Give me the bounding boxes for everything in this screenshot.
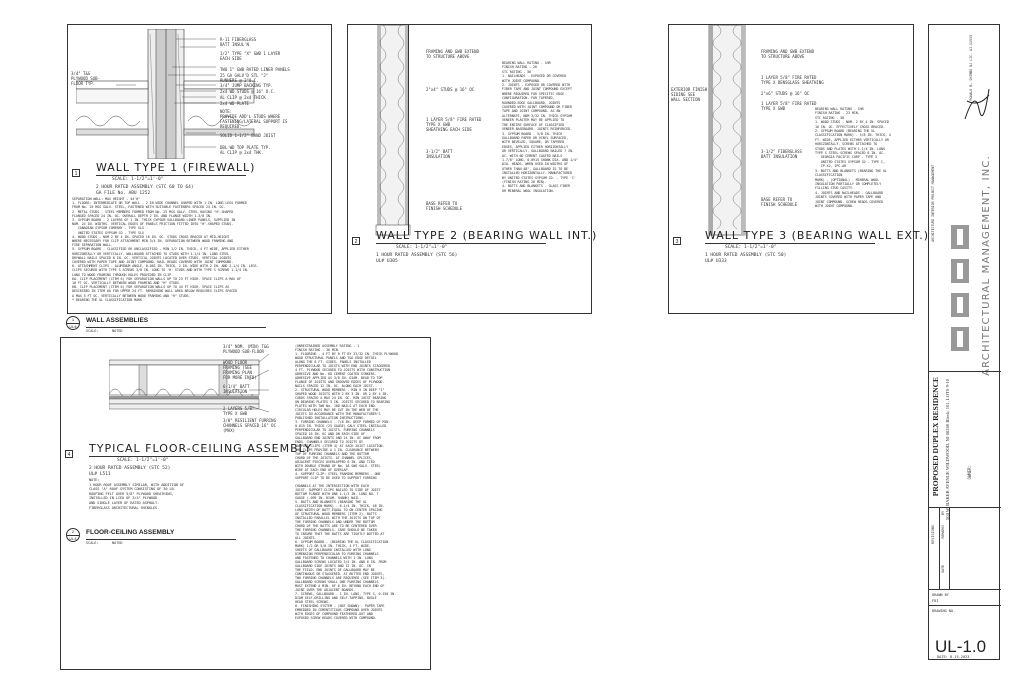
wall1-callout-2: TWO 1" GWB RATED LINER PANELS: [220, 67, 290, 72]
drawn-by-value: FDI: [932, 599, 939, 603]
floor-callout-0: 3/4" NOM. (MIN) T&G PLYWOOD SUB-FLOOR: [223, 344, 269, 354]
wall1-notes: SEPARATION WALL: MAX HEIGHT - 44'0" 1. FLOORS: INTERMEDIATE OR TOP WALL - 2 IN WIDE CHANNEL SHAPED WITH 1 IN. LONG LEGS FORMED FROM No. 25 MSG GALV. STEEL, FASTENED WITH SUITABLE FASTENERS SPACED 24 IN. OC. 2. METAL STUDS - STEEL MEMBERS FORMED FROM No. 25 MSG GALV. STEEL HAVING "H"-SHAPED FLANGED SPACED 24 IN. OC. OVERALL DEPTH 2 IN. AND FLANGE WIDTH 1-3/8 IN. 3. GYPSUM BOARD - 2 LAYERS OF 1 IN. THICK GYPSUM GALLBOARD LINER PANELS, SUPPLIED IN NOM. 24 IN. WIDTHS. VERTICAL EDGES OF PANELS FRICTION FITTED INTO "H"-SHAPED STUDS. CANADIAN GYPSUM COMPANY - TYPE SLX UNITED STATES GYPSUM CO - TYPE SLX 4. WOOD STUDS - NOM 2 BY 4 IN. SPACED 16 IN. OC. STUDS CROSS BRACED AT MID-HEIGHT WHERE NECESSARY FOR CLIP ATTACHMENT MIN 3/4 IN. SEPARATION BETWEEN WOOD FRAMING AND FIRE SEPARATION WALL. 5. GYPSUM BOARD - CLASSIFIED OR UNCLASSIFIED - MIN 1/2 IN. THICK, 4 FT WIDE, APPLIED EITHER HORIZONTALLY OR VERTICALLY. WALLBOARD ATTACHED TO STUDS WITH 1-1/4 IN. LONG STEEL DRYWALL NAILS SPACED 8 IN. OC. VERTICAL JOINTS LOCATED OVER STUDS. VERTICAL JOINTS COVERED WITH PAPER TAPE AND JOINT COMPOUND. NAIL HEADS COVERED WITH JOINT COMPOUND. 6. ATTACHMENT CLIPS - ALUMINUM ANGLE, 0.063 IN. THICK, 2 IN. WIDE WITH 2 IN. AND 2-1/4 IN. LEGS. CLIPS SECURED WITH TYPE S SCREWS 3/8 IN. LONG TO 'H' STUDS AND WITH TYPE S SCREWS 1-1/4 IN. LONG TO WOOD FRAMING THROUGH HOLES PROVIDED IN CLIP. 6A. CLIP PLACEMENT (ITEM 6) FOR SEPARATION WALLS UP TO 23 FT HIGH. SPACE CLIPS A MAX OF 10 FT OC. VERTICALLY BETWEEN WOOD FRAMING AND "H" STUDS. 6B. CLIP PLACEMENT (ITEM 6) FOR SEPARATION WALLS UP TO 44 FT HIGH. SPACE CLIPS AS DESCRIBED IN ITEM 6A FOR UPPER 24 FT. REMAINING WALL AREA BELOW REQUIRES CLIPS SPACED A MAX 5 FT OC. VERTICALLY BETWEEN WOOD FRAMING AND "H" STUDS. * BEARING THE UL CLASSIFICATION MARK: [72, 197, 259, 302]
firm-logo: [947, 221, 975, 367]
wall2-callout-1: 2"x4" STUDS @ 16" OC: [426, 87, 475, 92]
wall1-scale: SCALE: 1-1/2"=1'-0": [112, 177, 164, 182]
panel-wall-type-1: [67, 24, 332, 314]
floor-callout-1: WOOD FLOOR FRAMING (SEE FRAMING PLAN FOR MORE INFO): [223, 360, 257, 380]
signature-seal: [959, 71, 997, 131]
sheet-number: UL-1.0: [935, 637, 987, 656]
drawn-by-label: DRAWN BY: [932, 593, 949, 597]
wall3-title: WALL TYPE 3 (BEARING WALL EXT.): [705, 229, 930, 242]
firm-name: ARCHITECTURAL MANAGEMENT, INC.: [981, 155, 992, 376]
wall3-callout-6: BASE REFER TO FINISH SCHEDULE: [761, 197, 798, 207]
wall-type-1-section-drawing: [76, 29, 286, 159]
wall-type-3-section-drawing: [699, 25, 759, 240]
revisions-label: REVISIONS: [931, 525, 935, 544]
panel-wall-type-2: [347, 24, 598, 314]
license-text: RONALD B. SHIMBO NJ LIC. AI-11533: [969, 35, 973, 101]
wall1-callout-4: 3/4" T&G PLYWOOD SUB- FLOOR TYP.: [71, 71, 100, 86]
floor-title: TYPICAL FLOOR-CEILING ASSEMBLY: [89, 442, 313, 455]
wall1-callout-0: R-11 FIBERGLASS BATT INSUL'N: [220, 37, 257, 47]
floor-callout-2: 6-1/4" BATT INSULATION: [223, 384, 250, 394]
rev-col-remarks: REMARKS: [941, 525, 945, 539]
owner-label: OWNER:: [967, 465, 972, 480]
section-scale-label: SCALE:: [86, 541, 99, 545]
wall3-scale: SCALE: 1-1/2"=1'-0": [725, 245, 777, 250]
wall3-callout-1: EXTERIOR FINISH SIDING SEE WALL SECTION: [671, 87, 708, 102]
rev-col-by: BY: [941, 511, 945, 515]
floor-callout-4: 3/8" RESILIENT FURRING CHANNELS SPACED 16" OC (MAX): [223, 418, 276, 433]
section-tag-number: 1: [67, 317, 79, 324]
project-address: 504 W. BAKER AVENUE WILDWOOD, NJ 08260 Block: 101, LOTS 9-10: [945, 379, 950, 521]
wall2-notes: BEARING WALL RATING - 1HR FINISH RATING - 26 STC RATING - 56 1. NAILHEADS - EXPOSED OR COVERED WITH JOINT COMPOUND. 2. JOINTS - EXPOSED OR COVERED WITH FIBER TAPE AND JOINT COMPOUND EXCEPT WHERE REQUIRED FOR SPECIFIC EDGE CONFIGURATION. FOR TAPERED, ROUNDED-EDGE GALLBOARD, JOINTS COVERED WITH JOINT COMPOUND OR FIBER TAPE AND JOINT COMPOUND. AS AN ALTERNATE, NOM 3/32 IN. THICK GYPSUM VENEER PLASTER MAY BE APPLIED TO THE ENTIRE SURFACE OF CLASSIFIED VENEER BASEBOARD. JOINTS REINFORCED. 3. GYPSUM BOARD - 5/8 IN. THICK GALLBOARD PAPER OR VINYL SURFACED, WITH BEVELED, SQUARE, OR TAPERED EDGES, APPLIED EITHER HORIZONTALLY OR VERTICALLY. GALLBOARD NAILED 7 IN. OC. WITH 6D CEMENT COATED NAILS 1-7/8" LONG, 0.0915 SHANK DIA. AND 1/4" DIA. HEADS. WHEN USED IN WIDTHS OF OTHER THAN 48", GALLBOARD IS TO BE INSTALLED HORIZONTALLY. MANUFACTURED BY UNITED STATES GYPSUM CO. - TYPE 'C' (FINISH RATING 26 MIN). 4. BATTS AND BLANKETS - GLASS FIBER OR MINERAL WOOL INSULATION.: [502, 61, 578, 193]
wall1-callout-1: 1/2" TYPE "X" GWB 1 LAYER EACH SIDE: [220, 51, 281, 61]
wall2-number: 2: [352, 237, 360, 245]
wall3-notes: BEARING WALL RATING - 1HR FINISH RATING - 23 MIN. STC RATING - 50 1. WOOD STUDS - NOM. 2 BY 4 IN. SPACED 16 IN. OC. EFFECTIVELY CROSS BRACED. 2. GYPSUM BOARD (BEARING THE UL CLASSIFICATION MARK) - 5/8 IN. THICK, 4 FT. WIDE, APPLIED EITHER VERTICALLY OR HORIZONTALLY. SCREWS ATTACHED TO STUDS AND PLATES WITH 1-1/4 IN. LONG TYPE S STEEL SCREWS SPACED 8 IN. OC. GEORGIA PACIFIC CORP - TYPE 5 UNITED STATES GYPSUM CO - TYPE C, IP-X2, IPC-AR 3. BATTS AND BLANKETS (BEARING THE UL CLASSIFICATION MARK) - (OPTIONAL) - MINERAL WOOL INSULATION PARTIALLY OR COMPLETELY FILLING STUD CAVITY. 4. JOINTS AND NAILHEADS - GALLBOARD JOINTS COVERED WITH PAPER TAPE AND JOINT COMPOUND. SCREW HEADS COVERED WITH JOINT COMPOUND.: [815, 107, 891, 208]
section-tag-floor-ceiling: [66, 528, 80, 542]
wall1-callout-7: AL CLIP @ 2x4 THICK: [220, 95, 266, 100]
section-scale-label: SCALE:: [86, 329, 99, 333]
wall1-callout-11: DBL WD TOP PLATE TYP. AL CLIP @ 2x4 THK.: [220, 145, 271, 155]
wall-type-2-section-drawing: [368, 25, 428, 240]
wall3-number: 3: [673, 237, 681, 245]
drawing-no-label: DRAWING NO.: [932, 609, 956, 613]
wall3-callout-2: 1 LAYER 5/8" FIRE RATED TYPE X DENSGLASS SHEATHING: [761, 75, 824, 85]
firm-small: ARCHITECTURE INTERIOR PROJECT MANAGEMENT: [931, 165, 935, 242]
wall2-scale: SCALE: 1-1/2"=1'-0": [396, 245, 448, 250]
wall2-rating: 1 HOUR RATED ASSEMBLY (STC 56) UL# U305: [376, 253, 458, 264]
wall2-callout-3: 3-1/2" BATT INSULATION: [426, 149, 453, 159]
wall3-callout-5: 3-1/2" FIBERGLASS BATT INSULATION: [761, 149, 802, 159]
wall2-callout-0: FRAMING AND GWB EXTEND TO STRUCTURE ABOVE: [426, 49, 479, 59]
section-tag-sheet: UL-5: [69, 325, 77, 329]
panel-wall-type-3: [668, 24, 930, 314]
wall2-title: WALL TYPE 2 (BEARING WALL INT.): [376, 229, 598, 242]
floor-scale: SCALE: 1-1/2"=1'-0": [117, 458, 169, 463]
floor-callout-3: 2 LAYERS 5/8" TYPE X GWB: [223, 406, 255, 416]
title-block: [928, 24, 1000, 660]
project-title: PROPOSED DUPLEX RESIDENCE: [931, 377, 940, 497]
section-scale-value: NOTED: [112, 329, 123, 333]
wall1-callout-5: 3/4" JUMP BACKING TYP.: [220, 83, 273, 88]
section-title-wall-assemblies: WALL ASSEMBLIES: [86, 317, 149, 324]
wall1-callout-3: 25 GA GALV'D STL "J" RUNNERS @ 2"O.C.: [220, 73, 269, 83]
floor-note: NOTE: 1 HOUR ROOF ASSEMBLY SIMILAR, WITH ADDITION OF CLASS "A" ROOF SYSTEM CONSISTING OF 30 LB. ROOFING FELT OVER 5/8" PLYWOOD SHEATHING, INSTALLED IN LIEU OF 3/4" PLYWOOD AND SINGLE LAYER OF RATED ASPHALT- FIBERGLASS ARCHITECTURAL SHINGLES.: [89, 478, 184, 510]
section-tag-sheet: UL-5: [69, 537, 77, 541]
wall2-callout-4: BASE REFER TO FINISH SCHEDULE: [426, 201, 463, 211]
wall3-callout-4: 1 LAYER 5/8" FIRE RATED TYPE X GWB: [761, 101, 817, 111]
section-scale-value: NOTED: [112, 541, 123, 545]
wall1-number: 1: [72, 169, 80, 177]
wall3-callout-3: 2"x6" STUDS @ 16" OC: [761, 91, 810, 96]
section-tag-wall-assemblies: [66, 316, 80, 330]
wall3-callout-0: FRAMING AND GWB EXTEND TO STRUCTURE ABOVE: [761, 49, 814, 59]
floor-notes: (UNRESTRAINED ASSEMBLY RATING - 1 FINISH RATING - 36 MIN. 1. FLOORING - 4 FT BY 8 FT BY 23/32 IN. THICK PLYWOOD WOOD STRUCTURAL PANELS AND T&G EDGE DETAIL ALONG THE 8 FT. SIDES. PANELS INSTALLED PERPENDICULAR TO JOISTS WITH END JOINTS STAGGERED 4 FT. PLYWOOD SECURED TO JOISTS WITH CONSTRUCTION ADHESIVE AND No. 6D CEMENT COATED SINKERS. ADHESIVE APPLIED AS 3/8 IN. DIAM. BEAD TO TOP FLANGE OF JOISTS AND GROOVED EDGES OF PLYWOOD. NAILS SPACED 12 IN. OC. ALONG EACH JOIST. 2. STRUCTURAL WOOD MEMBERS - MIN 9 IN DEEP "I" SHAPED WOOD JOISTS WITH 2 BY 3 IN. OR 2 BY 4 IN. CORDS SPACED A MAX 24 IN. OC. MIN JOIST BEARING ON BEARING PLATES 3 IN. JOISTS SECURED TO BEARING PLATES WITH TWO No. 10D NAILS AT EACH END. CIRCULAR HOLES MAY BE CUT IN THE WEB OF THE JOISTS IN ACCORDANCE WITH THE MANUFACTURER'S PUBLISHED INSTALLATION INSTRUCTIONS. 3. FURRING CHANNELS - 7/8 IN. DEEP FORMED OF MIN. 0.015 IN. THICK (25 GAUGE) GALV STEEL INSTALLED PERPENDICULAR TO JOISTS. FURRING CHANNELS SPACED 16 IN. OC AND ON EACH SIDE OF GALLBOARD END JOINTS AND 24 IN. OC AWAY FROM ENDS. CHANNELS SECURED TO JOISTS BY SUPPORT CLIPS (ITEM 4) AT EACH JOIST LOCATION. THE CLIPS PROVIDE A 1 IN. CLEARANCE BETWEEN TOP OF FURRING CHANNELS AND THE BOTTOM CHORD OF THE JOISTS. AT CHANNEL SPLICES, ADJACENT PIECES OVERLAPPED 6 IN. AND TIED WITH DOUBLE STRAND OF No. 18 SWG GALV. STEEL WIRE AT EACH END OF OVERLAP. 4. SUPPORT CLIP: STEEL FRAMING MEMBERS - ONE SUPPORT CLIP TO BE USED TO SUPPORT FURRING CHANNELS AT THE INTERSECTION WITH EACH JOIST. SUPPORT CLIPS NAILED TO SIDE OF JOIST BOTTOM FLANGE WITH ONE 1-1/2 IN. LONG NO. 7 GAUGE (.099 IN. DIAM. SHANK) NAIL. 5. BATTS AND BLANKETS (BEARING THE UL CLASSIFICATION MARK) - 6-1/4 IN. THICK, 48 IN. LONG WIDTH OF BATT EQUAL TO ON CENTER SPACING OF STRUCTURAL WOOD MEMBERS (ITEM 2). BATTS INSTALLED PARALLEL WITH THE JOISTS ON TOP OF THE FURRING CHANNELS AND UNDER THE BOTTOM CHORD OF THE BATTS ARE TO BE CENTERED OVER THE FURRING CHANNELS. CARE SHOULD BE TAKEN TO INSURE THAT THE BATTS ARE TIGHTLY BUTTED AT ALL JOINTS. 6. GYPSUM BOARD - (BEARING THE UL CLASSIFICATION MARK) 1/2 OR 5/8 IN. THICK, 4 FT. WIDE. SHEETS OF GALLBOARD INSTALLED WITH LONG DIMENSION PERPENDICULAR TO FURRING CHANNELS AND FASTENED TO CHANNELS WITH 1 IN. LONG GALLBOARD SCREWS LOCATED 3/4 IN. AND 6 IN. FROM GALLBOARD SIDE JOINTS AND 12 IN. OC. IN THE FIELD. END JOINTS OF GALLBOARD MAY BE CONTINUOUS OR STAGGERED. AT BUTTED END JOINTS, TWO FURRING CHANNELS ARE REQUIRED (SEE ITEM 3). GALLBOARD SCREWS SHALL ONE FURRING CHANNELS MUST EXTEND A MIN. OF 6 IN. BEYOND EACH END OF JOINT OVER THE ADJACENT BOARDS. 7. SCREWS, GALLBOARD - 1 IN. LONG, TYPE S, 0.150 IN. DIAM SELF-DRILLING AND SELF-TAPPING, BUGLE HEAD STEEL SCREWS. 8. FINISHING SYSTEM - (NOT SHOWN) - PAPER TAPE EMBEDDED IN CEMENTITIOUS COMPOUND OVER JOINTS WITH EDGES OF COMPOUND FEATHERED-OUT AND EXPOSED SCREW HEADS COVERED WITH COMPOUND.: [295, 344, 398, 620]
wall1-callout-10: SOLID 1-1/2" BAND JOIST: [220, 133, 276, 138]
wall3-rating: 1 HOUR RATED ASSEMBLY (STC 50) UL# U333: [705, 253, 787, 264]
wall2-callout-2: 1 LAYER 5/8" FIRE RATED TYPE X GWB SHEATHING EACH SIDE: [426, 117, 482, 132]
floor-number: 4: [65, 450, 73, 458]
section-title-floor-ceiling: FLOOR-CEILING ASSEMBLY: [86, 529, 175, 536]
rev-col-date: DATE: [941, 565, 945, 573]
section-tag-number: 2: [67, 529, 79, 536]
sheet-date: DATE: 8.15.2023: [937, 655, 970, 659]
floor-rating: 2 HOUR RATED ASSEMBLY (STC 52) UL# L511: [89, 466, 171, 477]
wall1-callout-9: NOTE: PROVIDE ADD'L STUDS WHERE FASTENING/LATERAL SUPPORT IS REQUIRED.: [220, 109, 288, 129]
wall1-callout-8: 2x4 WD PLATE: [220, 101, 249, 106]
wall1-title: WALL TYPE 1 (FIREWALL): [96, 161, 256, 174]
panel-floor-ceiling: [60, 337, 431, 670]
wall1-rating: 2 HOUR RATED ASSEMBLY (STC 60 TO 64) GA FILE No. ABU 1252: [96, 185, 194, 196]
wall1-callout-6: 2x4 WD STUDS @ 16" O.C.: [220, 89, 276, 94]
